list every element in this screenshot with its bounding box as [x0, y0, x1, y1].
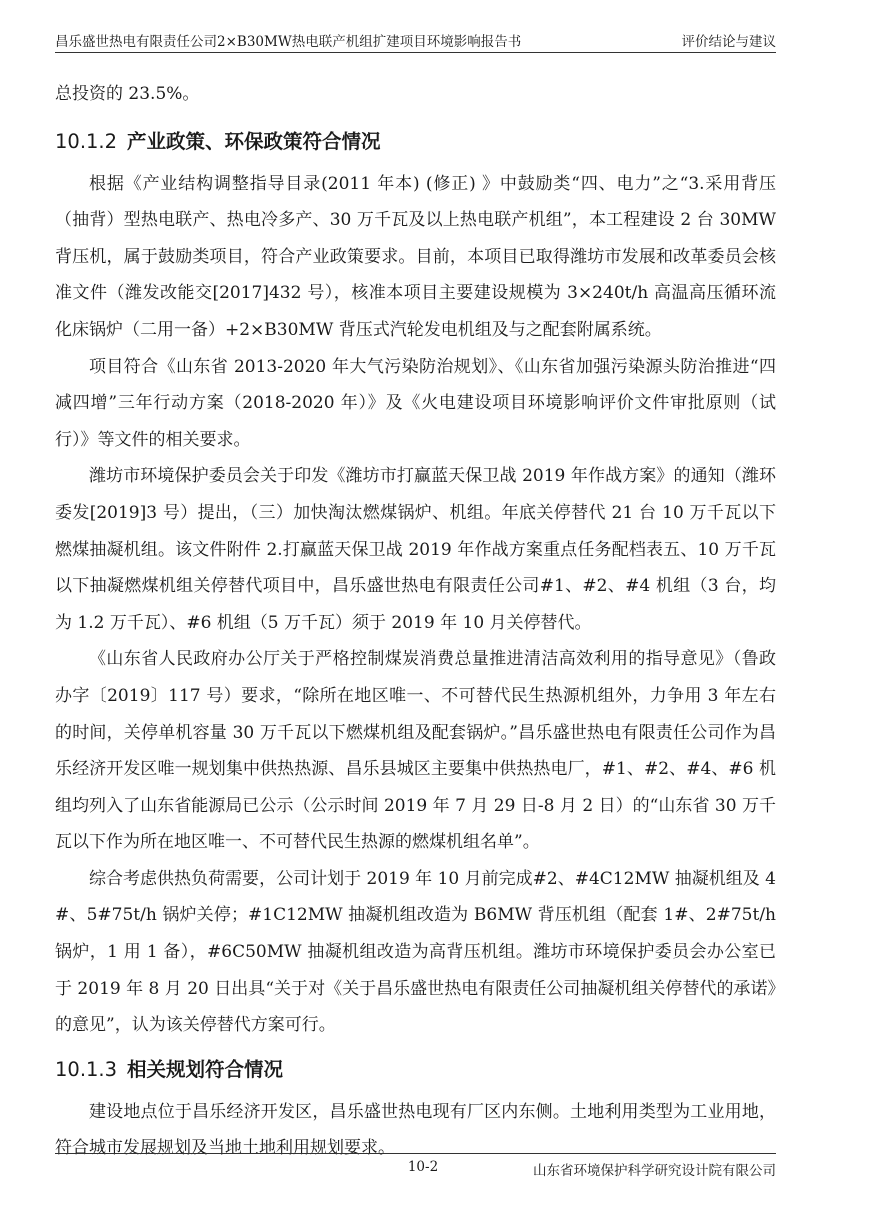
section-heading-planning: [55, 1050, 776, 1090]
paragraph-industry-catalog: 根据《产业结构调整指导目录(2011 年本) (修正) 》中鼓励类“四、电力”之“3.采用背压（抽背）型热电联产、热电冷多产、30 万千瓦及以上热电联产机组”，本工程建设 2 台 30MW 背压机，属于鼓励类项目，符合产业政策要求。目前，本项目已取得潍坊市发展和改革委员会核准文件（潍发改能交[2017]432 号），核准本项目主要建设规模为 3×240t/h 高温高压循环流化床锅炉（二用一备）+2×B30MW 背压式汽轮发电机组及与之配套附属系统。: [55, 173, 776, 340]
page-number: 10-2: [407, 1159, 439, 1175]
footer-organization: 山东省环境保护科学研究设计院有限公司: [533, 1163, 776, 1179]
paragraph-investment: 总投资的 23.5%。: [55, 84, 200, 104]
page-body: [55, 76, 776, 1167]
paragraph-weifang-plan: 潍坊市环境保护委员会关于印发《潍坊市打赢蓝天保卫战 2019 年作战方案》的通知（潍环委发[2019]3 号）提出，（三）加快淘汰燃煤锅炉、机组。年底关停替代 21 台 10 万千瓦以下燃煤抽凝机组。该文件附件 2.打赢蓝天保卫战 2019 年作战方案重点任务配档表五、10 万千瓦以下抽凝燃煤机组关停替代项目中，昌乐盛世热电有限责任公司#1、#2、#4 机组（3 台，均为 1.2 万千瓦）、#6 机组（5 万千瓦）须于 2019 年 10 月关停替代。: [55, 466, 776, 633]
paragraph-site-planning: 建设地点位于昌乐经济开发区，昌乐盛世热电现有厂区内东侧。土地利用类型为工业用地，符合城市发展规划及当地土地利用规划要求。: [55, 1101, 776, 1159]
paragraph-shutdown-plan: 综合考虑供热负荷需要，公司计划于 2019 年 10 月前完成#2、#4C12MW 抽凝机组及 4#、5#75t/h 锅炉关停；#1C12MW 抽凝机组改造为 B6MW 背压机组（配套 1#、2#75t/h 锅炉，1 用 1 备），#6C50MW 抽凝机组改造为高背压机组。潍坊市环境保护委员会办公室已于 2019 年 8 月 20 日出具“关于对《关于昌乐盛世热电有限责任公司抽凝机组关停替代的承诺》的意见”，认为该关停替代方案可行。: [55, 868, 776, 1036]
paragraph-shandong-opinion: 《山东省人民政府办公厅关于严格控制煤炭消费总量推进清洁高效利用的指导意见》（鲁政办字〔2019〕117 号）要求，“除所在地区唯一、不可替代民生热源机组外，力争用 3 年左右的时间，关停单机容量 30 万千瓦以下燃煤机组及配套锅炉。”昌乐盛世热电有限责任公司作为昌乐经济开发区唯一规划集中供热热源、昌乐县城区主要集中供热热电厂，#1、#2、#4、#6 机组均列入了山东省能源局已公示（公示时间 2019 年 7 月 29 日-8 月 2 日）的“山东省 30 万千瓦以下作为所在地区唯一、不可替代民生热源的燃煤机组名单”。: [55, 649, 776, 853]
section-title: 产业政策、环保政策符合情况: [127, 129, 381, 153]
header-section: 评价结论与建议: [681, 34, 776, 50]
header-title: 昌乐盛世热电有限责任公司2×B30MW热电联产机组扩建项目环境影响报告书: [55, 34, 522, 50]
paragraph-pollution-plans: 项目符合《山东省 2013-2020 年大气污染防治规划》、《山东省加强污染源头防治推进“四减四增”三年行动方案（2018-2020 年）》及《火电建设项目环境影响评价文件审批原则（试行）》等文件的相关要求。: [55, 356, 776, 450]
section-number: 10.1.2: [55, 129, 118, 153]
section-number: 10.1.3: [55, 1057, 118, 1081]
footer-divider: [55, 1153, 776, 1154]
section-title: 相关规划符合情况: [127, 1057, 284, 1081]
page-header: [55, 28, 776, 53]
section-heading-industry-policy: [55, 122, 776, 162]
